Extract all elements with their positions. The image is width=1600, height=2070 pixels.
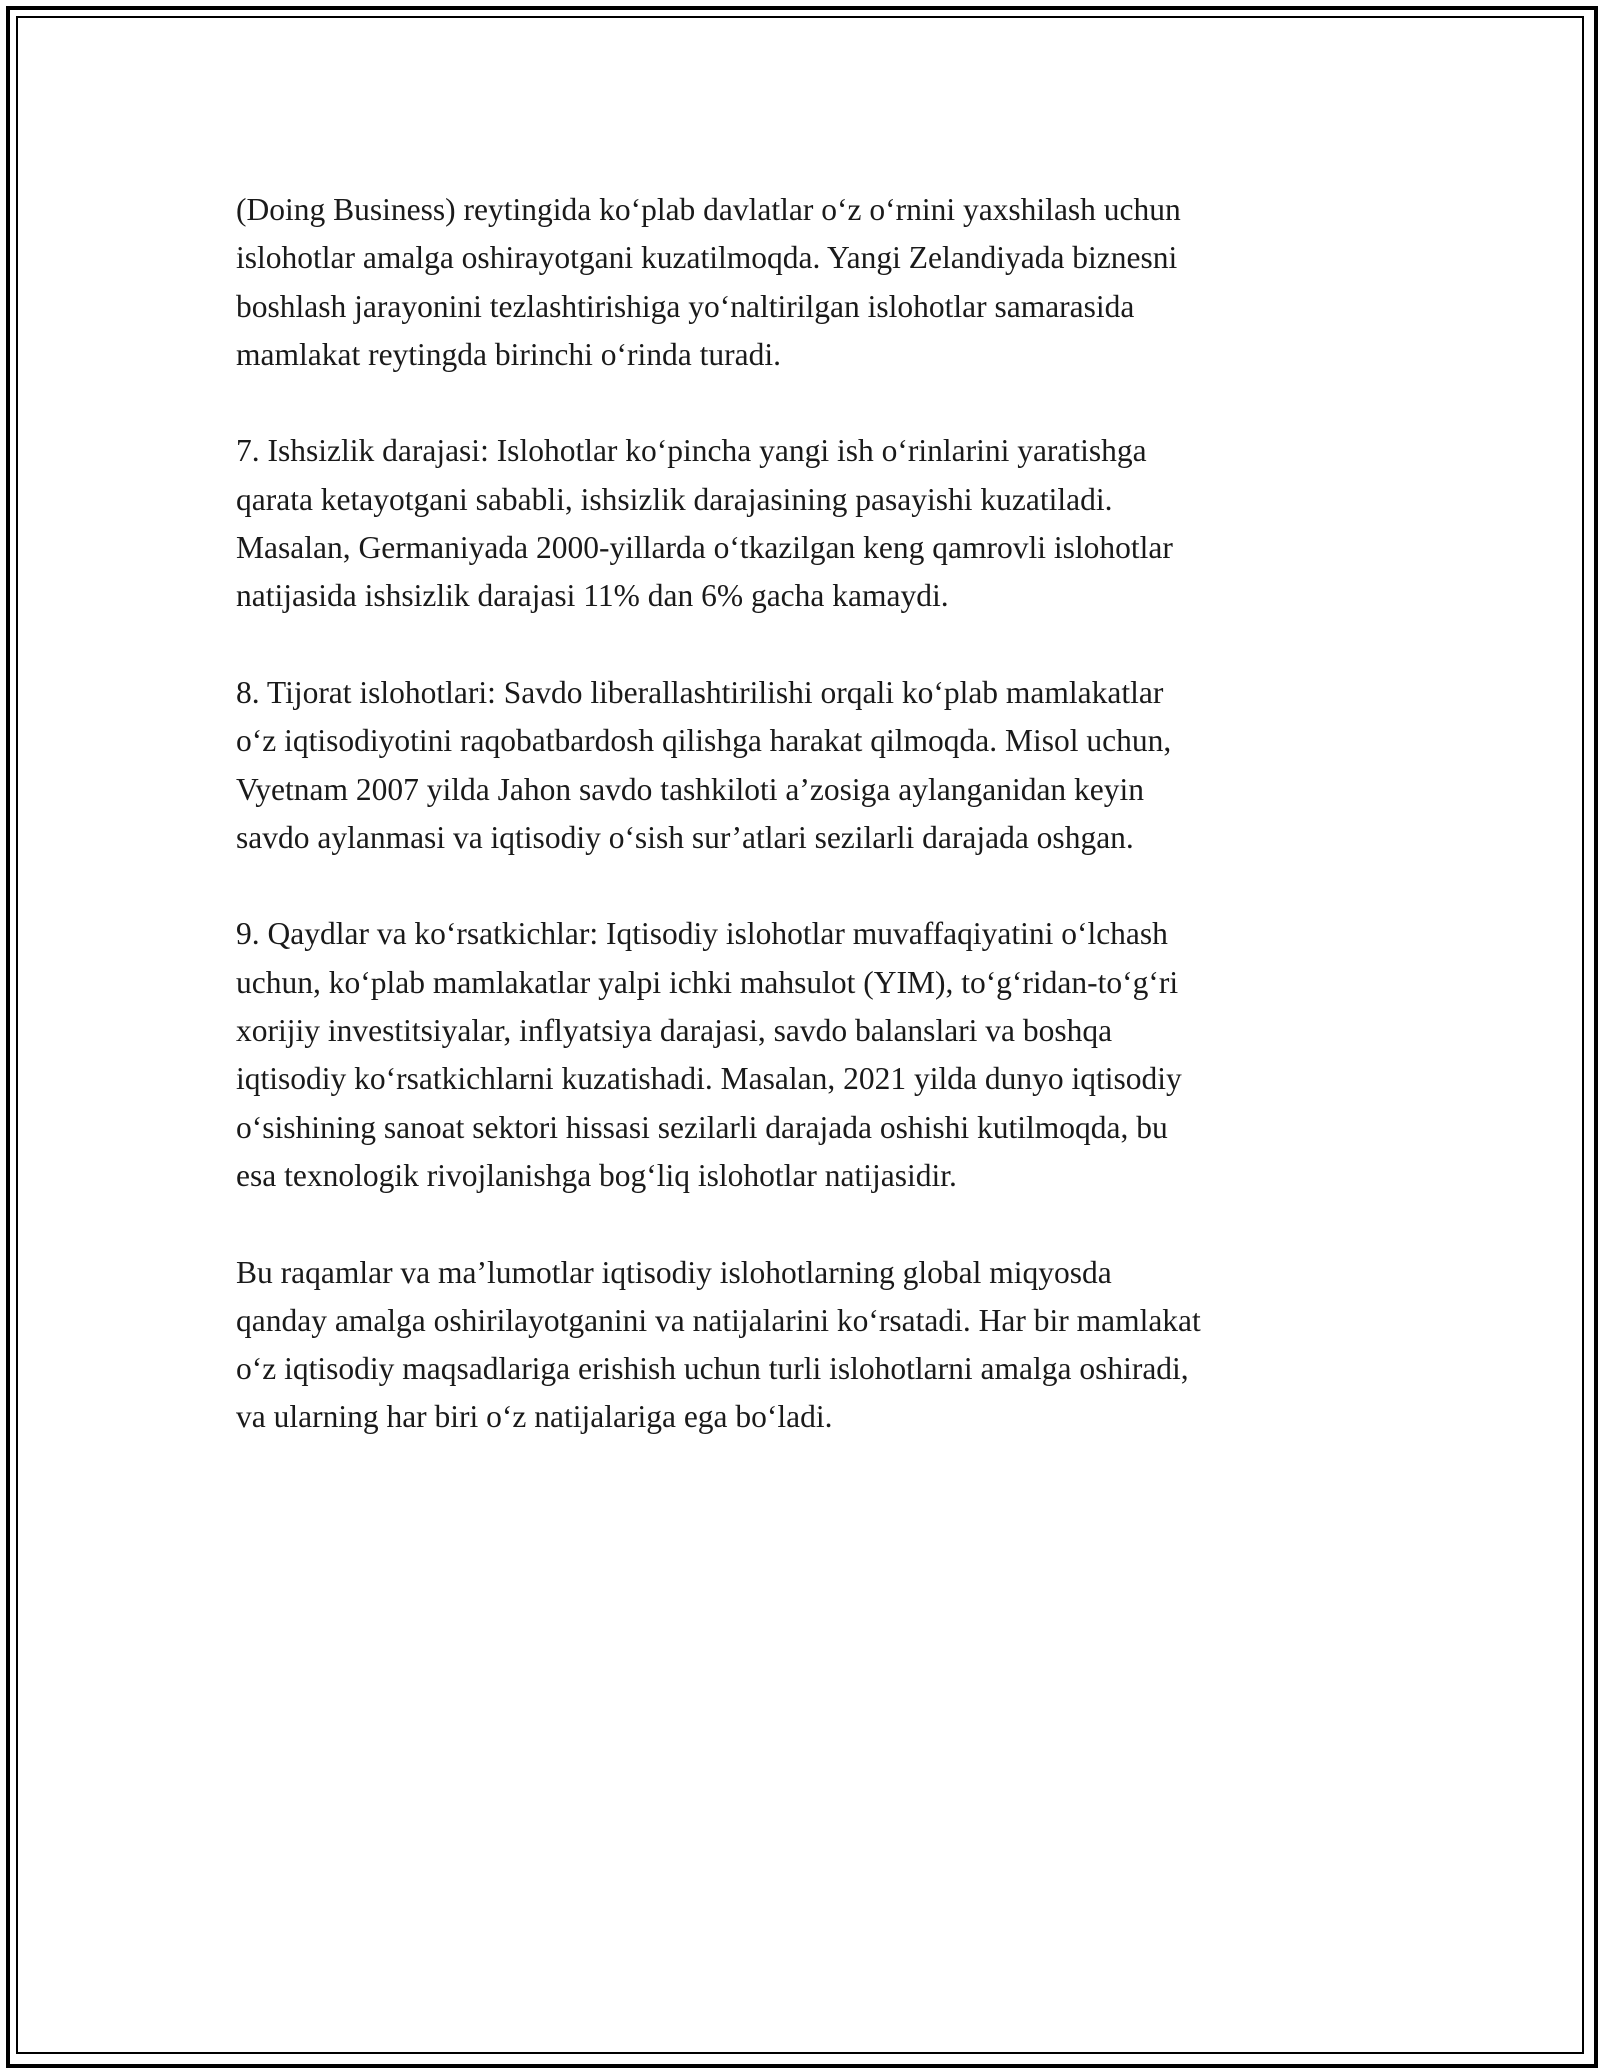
paragraph-indicators: 9. Qaydlar va ko‘rsatkichlar: Iqtisodiy islohotlar muvaffaqiyatini o‘lchash uchun, ko‘plab mamlakatlar yalpi ichki mahsulot (YIM), to‘g‘ridan-to‘g‘ri xorijiy investitsiyalar, inflyatsiya darajasi, savdo balanslari va boshqa iqtisodiy ko‘rsatkichlarni kuzatishadi. Masalan, 2021 yilda dunyo iqtisodiy o‘sishining sanoat sektori hissasi sezilarli darajada oshishi kutilmoqda, bu esa texnologik rivojlanishga bog‘liq islohotlar natijasidir. [236, 916, 1182, 1193]
document-body [236, 186, 1366, 1442]
paragraph-doing-business: (Doing Business) reytingida ko‘plab davlatlar o‘z o‘rnini yaxshilash uchun islohotlar amalga oshirayotgani kuzatilmoqda. Yangi Zelandiyada biznesni boshlash jarayonini tezlashtirishiga yo‘naltirilgan islohotlar samarasida mamlakat reytingda birinchi o‘rinda turadi. [236, 192, 1181, 372]
paragraph-unemployment: 7. Ishsizlik darajasi: Islohotlar ko‘pincha yangi ish o‘rinlarini yaratishga qarata ketayotgani sababli, ishsizlik darajasining pasayishi kuzatiladi. Masalan, Germaniyada 2000-yillarda o‘tkazilgan keng qamrovli islohotlar natijasida ishsizlik darajasi 11% dan 6% gacha kamaydi. [236, 433, 1173, 614]
paragraph-conclusion: Bu raqamlar va ma’lumotlar iqtisodiy islohotlarning global miqyosda qanday amalga oshirilayotganini va natijalarini ko‘rsatadi. Har bir mamlakat o‘z iqtisodiy maqsadlariga erishish uchun turli islohotlarni amalga oshiradi, va ularning har biri o‘z natijalariga ega bo‘ladi. [236, 1254, 1201, 1435]
paragraph-trade-reforms: 8. Tijorat islohotlari: Savdo liberallashtirilishi orqali ko‘plab mamlakatlar o‘z iqtisodiyotini raqobatbardosh qilishga harakat qilmoqda. Misol uchun, Vyetnam 2007 yilda Jahon savdo tashkiloti a’zosiga aylanganidan keyin savdo aylanmasi va iqtisodiy o‘sish sur’atlari sezilarli darajada oshgan. [236, 674, 1172, 855]
